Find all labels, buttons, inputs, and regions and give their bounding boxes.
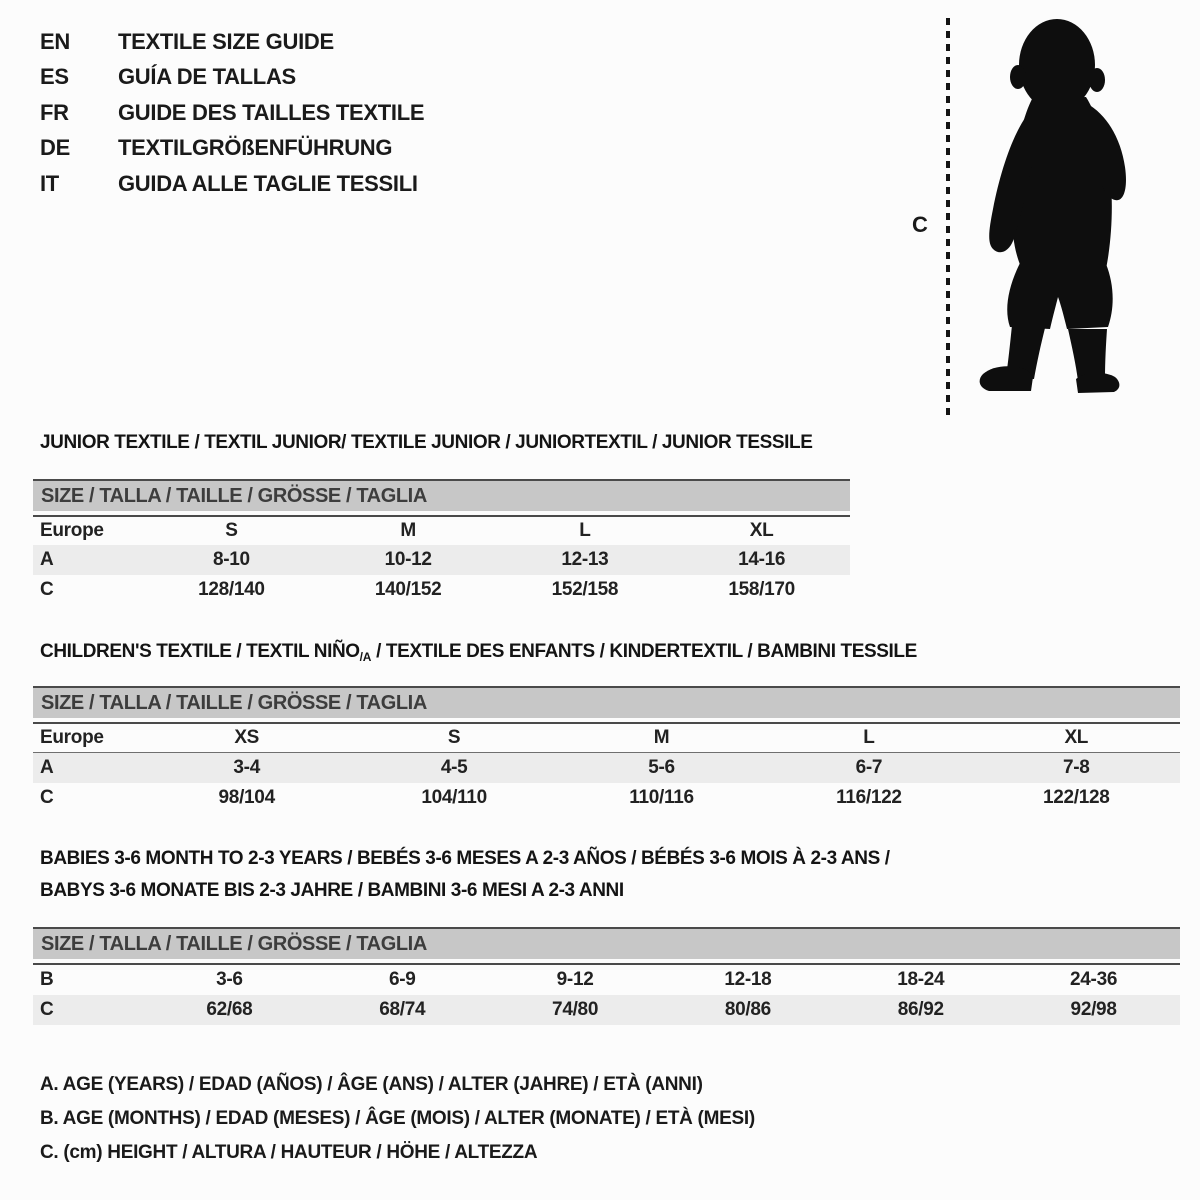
value-cell: 140/152 (374, 579, 442, 600)
size-header-cell: XS (234, 727, 260, 748)
toddler-silhouette-icon (968, 12, 1138, 414)
value-cell: 24-36 (1070, 969, 1118, 990)
table-header-row (33, 517, 850, 545)
height-measure-label: C (912, 212, 928, 237)
size-header-cell: XL (749, 520, 774, 541)
size-banner: SIZE / TALLA / TAILLE / GRÖSSE / TAGLIA (33, 481, 850, 511)
size-banner: SIZE / TALLA / TAILLE / GRÖSSE / TAGLIA (33, 929, 1180, 959)
value-cell: 4-5 (440, 757, 468, 778)
lang-code: DE (40, 135, 70, 161)
value-cell: 128/140 (198, 579, 265, 600)
value-cell: 104/110 (421, 787, 487, 808)
lang-title: GUÍA DE TALLAS (118, 64, 296, 90)
lang-code: IT (40, 170, 59, 196)
lang-code: EN (40, 28, 70, 54)
value-cell: 6-7 (855, 757, 883, 778)
lang-row-de (40, 131, 424, 167)
legend-item-b: B. AGE (MONTHS) / EDAD (MESES) / ÂGE (MOIS) / ALTER (MONATE) / ETÀ (MESI) (40, 1108, 755, 1129)
junior-size-table (33, 479, 850, 605)
lang-row-en (40, 24, 424, 60)
legend-item-a: A. AGE (YEARS) / EDAD (AÑOS) / ÂGE (ANS) / ALTER (JAHRE) / ETÀ (ANNI) (40, 1074, 703, 1095)
title-text: CHILDREN'S TEXTILE / TEXTIL NIÑO (40, 641, 360, 662)
value-cell: 18-24 (897, 969, 945, 990)
value-cell: 158/170 (728, 579, 795, 600)
babies-section-title (40, 843, 890, 907)
value-cell: 98/104 (218, 787, 275, 808)
value-cell: 9-12 (556, 969, 594, 990)
value-cell: 10-12 (384, 549, 432, 570)
size-header-cell: L (579, 520, 591, 541)
size-header-cell: L (863, 727, 875, 748)
children-section-title (40, 641, 917, 664)
table-row-a (33, 545, 850, 575)
table-row-c (33, 575, 850, 605)
row-label: C (40, 999, 54, 1020)
value-cell: 80/86 (724, 999, 771, 1020)
babies-title-line2: BABYS 3-6 MONATE BIS 2-3 JAHRE / BAMBINI 3-6 MESI A 2-3 ANNI (40, 880, 624, 901)
table-row-c (33, 783, 1180, 813)
table-row-c (33, 995, 1180, 1025)
value-cell: 12-13 (561, 549, 609, 570)
value-cell: 3-4 (233, 757, 260, 778)
table-row-b (33, 965, 1180, 995)
value-cell: 6-9 (388, 969, 416, 990)
value-cell: 12-18 (724, 969, 772, 990)
value-cell: 62/68 (206, 999, 253, 1020)
language-header (40, 24, 424, 202)
lang-code: ES (40, 64, 69, 90)
row-label: A (40, 549, 54, 570)
lang-title: GUIDA ALLE TAGLIE TESSILI (118, 170, 418, 196)
height-measure-line-icon (946, 18, 950, 415)
title-subscript: /A (359, 650, 372, 664)
value-cell: 5-6 (648, 757, 675, 778)
size-header-cell: XL (1064, 727, 1089, 748)
value-cell: 116/122 (836, 787, 902, 808)
row-label: B (40, 969, 54, 990)
table-row-a (33, 753, 1180, 783)
lang-title: GUIDE DES TAILLES TEXTILE (118, 99, 425, 125)
value-cell: 74/80 (552, 999, 599, 1020)
size-header-cell: S (225, 520, 238, 541)
value-cell: 92/98 (1070, 999, 1117, 1020)
row-label: Europe (40, 520, 104, 541)
lang-title: TEXTILGRÖßENFÜHRUNG (118, 135, 393, 161)
value-cell: 86/92 (897, 999, 944, 1020)
size-banner: SIZE / TALLA / TAILLE / GRÖSSE / TAGLIA (33, 688, 1180, 718)
title-text: / TEXTILE DES ENFANTS / KINDERTEXTIL / BAMBINI TESSILE (371, 641, 917, 662)
lang-title: TEXTILE SIZE GUIDE (118, 28, 334, 54)
value-cell: 3-6 (216, 969, 243, 990)
children-size-table (33, 686, 1180, 813)
lang-row-fr (40, 95, 424, 131)
lang-row-it (40, 166, 424, 202)
size-header-cell: S (447, 727, 461, 748)
value-cell: 14-16 (738, 549, 786, 570)
lang-row-es (40, 60, 424, 96)
lang-code: FR (40, 99, 69, 125)
value-cell: 7-8 (1063, 757, 1090, 778)
legend-item-c: C. (cm) HEIGHT / ALTURA / HAUTEUR / HÖHE / ALTEZZA (40, 1142, 538, 1163)
value-cell: 152/158 (551, 579, 619, 600)
row-label: C (40, 787, 54, 808)
size-header-cell: M (653, 727, 670, 748)
row-label: Europe (40, 727, 104, 748)
value-cell: 68/74 (379, 999, 426, 1020)
size-header-cell: M (400, 520, 416, 541)
babies-title-line1: BABIES 3-6 MONTH TO 2-3 YEARS / BEBÉS 3-6 MESES A 2-3 AÑOS / BÉBÉS 3-6 MOIS À 2-3 ANS / (40, 848, 890, 869)
row-label: A (40, 757, 54, 778)
babies-size-table (33, 927, 1180, 1025)
junior-section-title: JUNIOR TEXTILE / TEXTIL JUNIOR/ TEXTILE JUNIOR / JUNIORTEXTIL / JUNIOR TESSILE (40, 432, 813, 453)
row-label: C (40, 579, 54, 600)
value-cell: 110/116 (629, 787, 694, 808)
value-cell: 8-10 (212, 549, 250, 570)
legend (40, 1068, 755, 1170)
value-cell: 122/128 (1042, 787, 1110, 808)
table-header-row (33, 724, 1180, 752)
